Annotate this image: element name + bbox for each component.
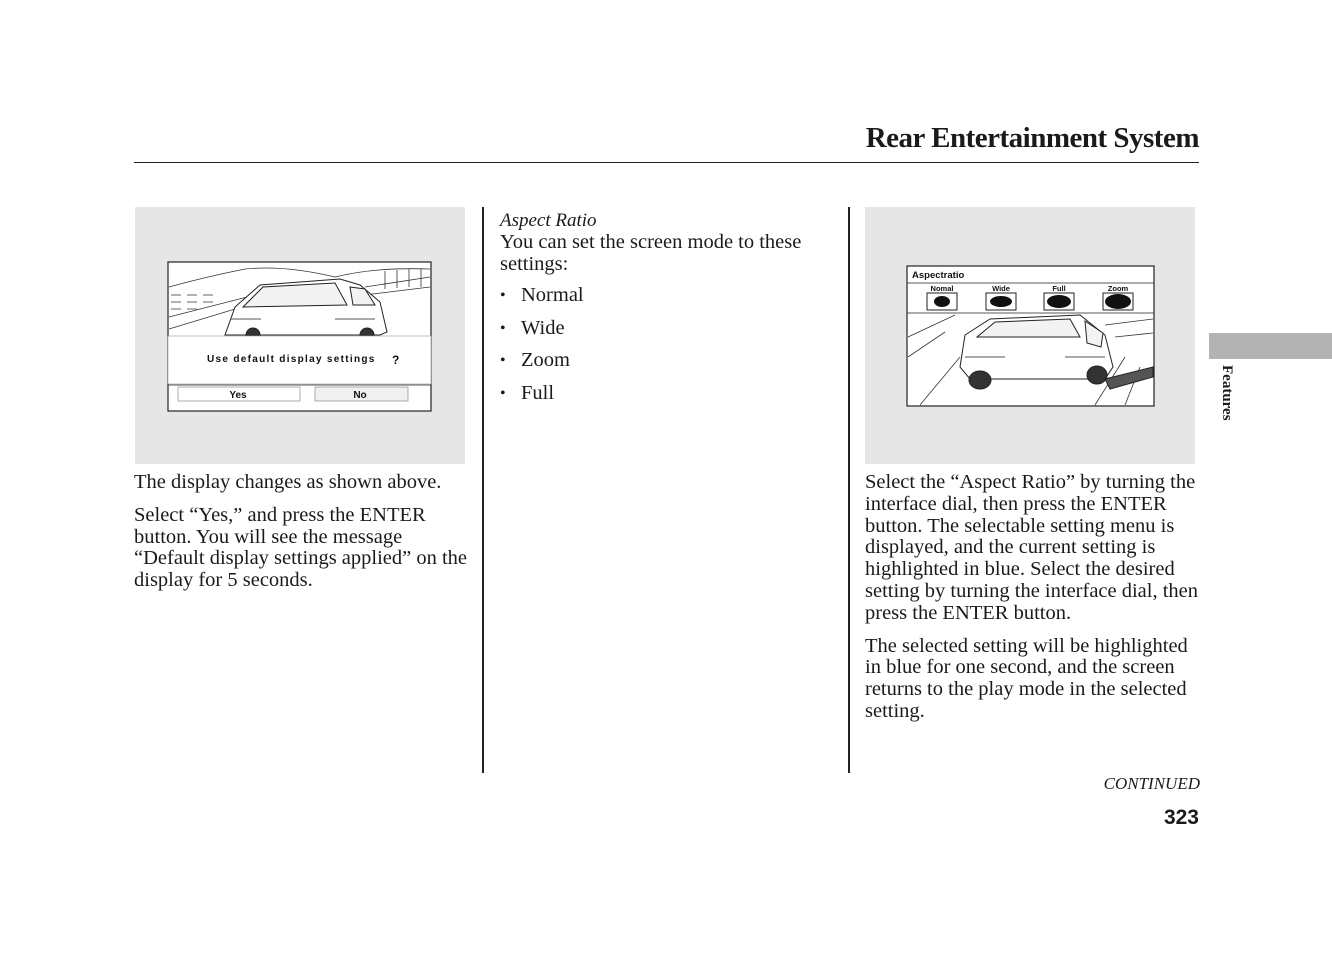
aspect-ratio-screen (865, 207, 1195, 464)
menu-title: Aspectratio (912, 270, 965, 281)
aspect-ratio-illustration (865, 207, 1195, 464)
paragraph: Select “Yes,” and press the ENTER button. You will see the message “Default display settings applied” on the display for 5 seconds. (134, 503, 468, 592)
svg-text:Full: Full (1052, 284, 1066, 293)
left-column-text (134, 472, 470, 603)
svg-text:Wide: Wide (992, 284, 1010, 293)
no-button-label: No (353, 390, 367, 401)
screen-mode-list (500, 285, 838, 415)
section-tab-label: Features (1219, 365, 1235, 421)
dialog-question-mark: ? (392, 353, 400, 367)
list-item: • Zoom (500, 349, 570, 372)
page-title: Rear Entertainment System (865, 122, 1199, 154)
default-settings-illustration (135, 207, 465, 464)
section-heading: Aspect Ratio (500, 210, 597, 231)
column-divider-right (848, 207, 850, 773)
middle-column-text (500, 210, 838, 415)
right-column-text (865, 472, 1201, 734)
page-number: 323 (1163, 806, 1199, 829)
yes-button-label: Yes (229, 390, 247, 401)
header-divider (134, 162, 1199, 163)
column-divider-left (482, 207, 484, 773)
svg-text:Zoom: Zoom (1107, 284, 1129, 293)
dialog-prompt: Use default display settings (207, 354, 376, 365)
option-nomal[interactable] (927, 284, 957, 310)
continued-marker: CONTINUED (1103, 774, 1200, 793)
paragraph: The display changes as shown above. (134, 471, 442, 493)
section-tab (1209, 333, 1332, 359)
default-settings-screen (135, 207, 465, 464)
list-item: • Full (500, 381, 555, 404)
svg-text:Nomal: Nomal (930, 284, 954, 293)
paragraph: The selected setting will be highlighted in blue for one second, and the screen returns to the play mode in the selected setting. (865, 634, 1188, 722)
paragraph: Select the “Aspect Ratio” by turning the interface dial, then press the ENTER button. The selectable setting menu is displayed, and the current setting is highlighted in blue. Select the desired setting by turning the interface dial, then press the ENTER button. (865, 471, 1199, 624)
list-item: • Wide (500, 316, 565, 339)
list-item: • Normal (500, 284, 584, 307)
intro-paragraph: You can set the screen mode to these settings: (500, 230, 802, 275)
